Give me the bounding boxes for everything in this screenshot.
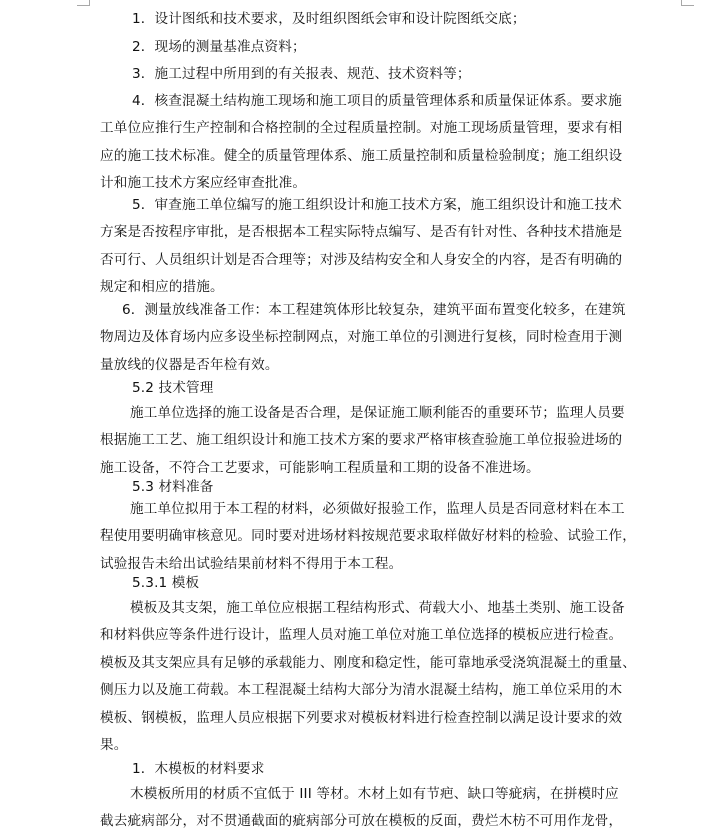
paragraph-8 [100,496,648,578]
heading-text: 5.3.1 模板 [132,575,200,591]
paragraph-7 [100,400,648,482]
text-line: 应的施工技术标准。健全的质量管理体系、施工质量控制和质量检验制度；施工组织设 [100,147,623,164]
paragraph-2 [132,34,680,61]
text-line: 和材料供应等条件进行设计，监理人员对施工单位对施工单位选择的模板应进行检查。 [100,627,623,644]
text-line: 果。 [100,736,128,753]
heading-text: 5.3 材料准备 [132,479,214,495]
text-line: 模板及其支架应具有足够的承载能力、刚度和稳定性，能可靠地承受浇筑混凝土的重量、 [100,654,637,671]
text-line: 木模板所用的材质不宜低于 III 等材。木材上如有节疤、缺口等疵病，在拼模时应 [130,786,619,802]
text-line: 规定和相应的措施。 [100,279,224,296]
subheading-wood-formwork [132,756,680,783]
text-line: 截去疵病部分，对不贯通截面的疵病部分可放在模板的反面，费烂木枋不可用作龙骨， [100,813,623,830]
text-line: 3．施工过程中所用到的有关报表、规范、技术资料等； [132,66,471,82]
paragraph-4 [100,88,648,198]
paragraph-10 [100,781,648,836]
paragraph-5 [100,192,648,302]
text-line: 施工单位拟用于本工程的材料，必须做好报验工作，监理人员是否同意材料在本工 [130,501,625,517]
text-line: 施工设备，不符合工艺要求，可能影响工程质量和工期的设备不准进场。 [100,459,540,476]
text-line: 试验报告未给出试验结果前材料不得用于本工程。 [100,555,403,572]
text-line: 侧压力以及施工荷载。本工程混凝土结构大部分为清水混凝土结构，施工单位采用的木 [100,682,623,699]
text-line: 1．设计图纸和技术要求，及时组织图纸会审和设计院图纸交底； [132,11,526,27]
text-line: 工单位应推行生产控制和合格控制的全过程质量控制。对施工现场质量管理，要求有相 [100,120,623,137]
paragraph-3 [132,61,680,88]
section-heading-5-3-1 [132,570,680,597]
paragraph-1 [132,6,680,33]
heading-text: 1．木模板的材料要求 [132,761,265,777]
text-line: 模板、钢模板，监理人员应根据下列要求对模板材料进行检查控制以满足设计要求的效 [100,709,623,726]
text-line: 根据施工工艺、施工组织设计和施工技术方案的要求严格审核查验施工单位报验进场的 [100,432,623,449]
text-line: 模板及其支架，施工单位应根据工程结构形式、荷载大小、地基土类别、施工设备 [130,600,625,616]
text-line: 计和施工技术方案应经审查批准。 [100,175,307,192]
text-line: 5．审查施工单位编写的施工组织设计和施工技术方案，施工组织设计和施工技术 [132,197,622,213]
paragraph-6 [100,297,648,379]
paragraph-9 [100,595,648,759]
text-line: 否可行、人员组织计划是否合理等；对涉及结构安全和人身安全的内容，是否有明确的 [100,251,623,268]
text-line: 2．现场的测量基准点资料； [132,39,306,55]
text-line: 施工单位选择的施工设备是否合理，是保证施工顺利能否的重要环节；监理人员要 [130,405,625,421]
section-heading-5-2 [132,375,680,402]
text-line: 量放线的仪器是否年检有效。 [100,356,279,373]
text-line: 物周边及体育场内应多设坐标控制网点，对施工单位的引测进行复核，同时检查用于测 [100,329,623,346]
text-line: 4．核查混凝土结构施工现场和施工项目的质量管理体系和质量保证体系。要求施 [132,93,622,109]
page-corner-mark-right [681,0,694,6]
heading-text: 5.2 技术管理 [132,380,214,396]
text-line: 程使用要明确审核意见。同时要对进场材料按规范要求取样做好材料的检验、试验工作， [100,528,637,545]
text-line: 方案是否按程序审批，是否根据本工程实际特点编写、是否有针对性、各种技术措施是 [100,224,623,241]
text-line: 6．测量放线准备工作：本工程建筑体形比较复杂，建筑平面布置变化较多，在建筑 [122,302,626,318]
page-corner-mark-left [77,0,90,6]
